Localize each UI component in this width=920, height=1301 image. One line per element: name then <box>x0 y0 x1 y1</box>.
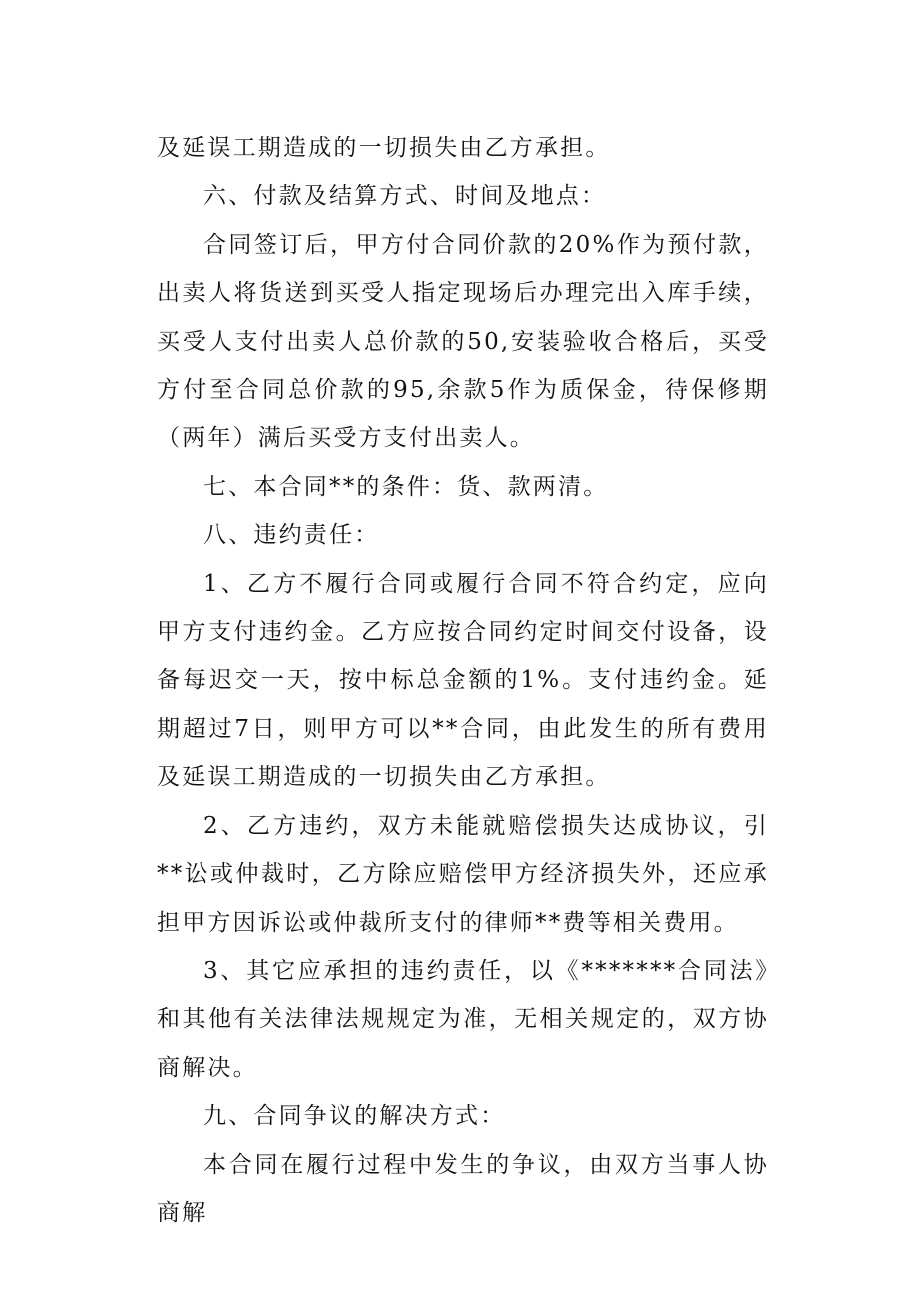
paragraph-dispute: 本合同在履行过程中发生的争议，由双方当事人协商解 <box>157 1151 769 1226</box>
paragraph-continuation: 及延误工期造成的一切损失由乙方承担。 <box>157 135 611 161</box>
paragraph-payment-terms: 合同签订后，甲方付合同价款的20%作为预付款，出卖人将货送到买受人指定现场后办理完出入库手续，买受人支付出卖人总价款的50,安装验收合格后，买受方付至合同总价款的95,余款5作为质保金，待保修期（两年）满后买受方支付出卖人。 <box>157 231 769 452</box>
section-heading-conditions: 七、本合同**的条件：货、款两清。 <box>203 473 609 500</box>
paragraph-liability-3: 3、其它应承担的违约责任，以《*******合同法》和其他有关法律法规规定为准，无相关规定的，双方协商解决。 <box>157 957 769 1081</box>
paragraph-liability-1: 1、乙方不履行合同或履行合同不符合约定，应向甲方支付违约金。乙方应按合同约定时间交付设备，设备每迟交一天，按中标总金额的1%。支付违约金。延期超过7日，则甲方可以**合同，由此发生的所有费用及延误工期造成的一切损失由乙方承担。 <box>157 570 769 791</box>
contract-body <box>157 124 769 1237</box>
section-heading-dispute: 九、合同争议的解决方式： <box>203 1103 506 1130</box>
section-heading-liability: 八、违约责任： <box>203 522 380 549</box>
section-heading-payment: 六、付款及结算方式、时间及地点： <box>203 183 607 210</box>
paragraph-liability-2: 2、乙方违约，双方未能就赔偿损失达成协议，引**讼或仲裁时，乙方除应赔偿甲方经济损失外，还应承担甲方因诉讼或仲裁所支付的律师**费等相关费用。 <box>157 812 769 936</box>
